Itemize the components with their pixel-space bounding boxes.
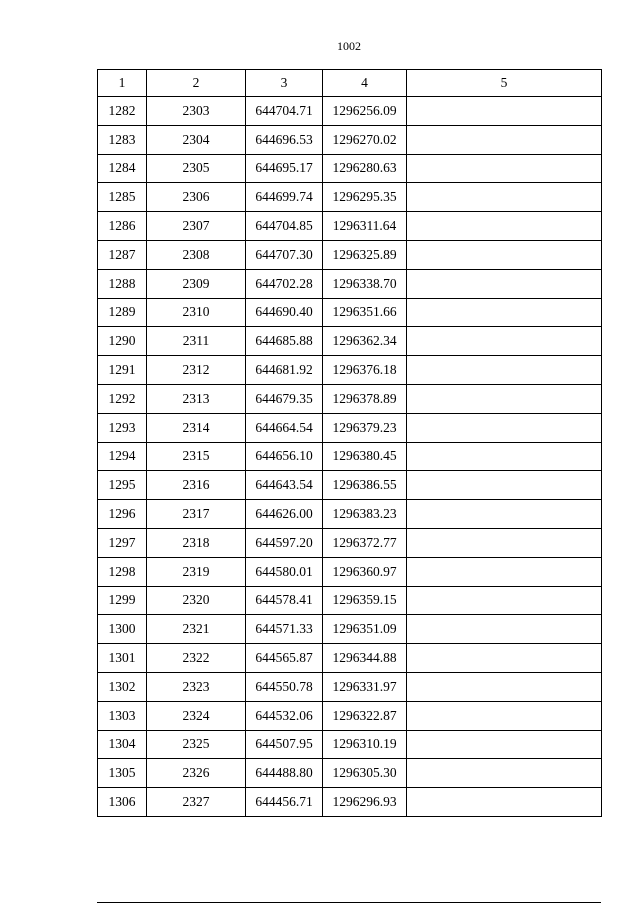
cell-row-number: 1306 — [98, 788, 147, 817]
table-row — [98, 528, 602, 557]
cell-point-number: 2315 — [147, 442, 246, 471]
cell-x-coordinate: 644571.33 — [246, 615, 323, 644]
cell-point-number: 2318 — [147, 528, 246, 557]
cell-point-number: 2321 — [147, 615, 246, 644]
table-body — [98, 97, 602, 817]
cell-row-number: 1294 — [98, 442, 147, 471]
cell-y-coordinate: 1296376.18 — [323, 356, 407, 385]
table-row — [98, 788, 602, 817]
cell-point-number: 2313 — [147, 384, 246, 413]
cell-row-number: 1285 — [98, 183, 147, 212]
cell-x-coordinate: 644580.01 — [246, 557, 323, 586]
table-row — [98, 125, 602, 154]
cell-row-number: 1303 — [98, 701, 147, 730]
cell-point-number: 2324 — [147, 701, 246, 730]
table-row — [98, 672, 602, 701]
column-header-4: 4 — [323, 70, 407, 97]
footer-rule — [97, 902, 601, 903]
cell-y-coordinate: 1296372.77 — [323, 528, 407, 557]
cell-notes — [407, 269, 602, 298]
cell-point-number: 2317 — [147, 500, 246, 529]
cell-row-number: 1297 — [98, 528, 147, 557]
cell-y-coordinate: 1296322.87 — [323, 701, 407, 730]
cell-x-coordinate: 644681.92 — [246, 356, 323, 385]
cell-x-coordinate: 644532.06 — [246, 701, 323, 730]
cell-notes — [407, 125, 602, 154]
cell-point-number: 2322 — [147, 644, 246, 673]
cell-y-coordinate: 1296311.64 — [323, 212, 407, 241]
table-row — [98, 586, 602, 615]
cell-notes — [407, 644, 602, 673]
cell-point-number: 2319 — [147, 557, 246, 586]
cell-y-coordinate: 1296256.09 — [323, 97, 407, 126]
cell-x-coordinate: 644456.71 — [246, 788, 323, 817]
cell-notes — [407, 586, 602, 615]
cell-row-number: 1289 — [98, 298, 147, 327]
cell-x-coordinate: 644695.17 — [246, 154, 323, 183]
cell-notes — [407, 327, 602, 356]
table-row — [98, 644, 602, 673]
cell-notes — [407, 701, 602, 730]
table-row — [98, 500, 602, 529]
cell-row-number: 1291 — [98, 356, 147, 385]
column-header-5: 5 — [407, 70, 602, 97]
cell-point-number: 2316 — [147, 471, 246, 500]
cell-y-coordinate: 1296295.35 — [323, 183, 407, 212]
cell-y-coordinate: 1296378.89 — [323, 384, 407, 413]
cell-point-number: 2323 — [147, 672, 246, 701]
cell-y-coordinate: 1296344.88 — [323, 644, 407, 673]
coordinates-table — [97, 69, 602, 817]
cell-notes — [407, 788, 602, 817]
cell-notes — [407, 730, 602, 759]
cell-row-number: 1293 — [98, 413, 147, 442]
cell-row-number: 1300 — [98, 615, 147, 644]
table-row — [98, 701, 602, 730]
cell-y-coordinate: 1296338.70 — [323, 269, 407, 298]
cell-notes — [407, 500, 602, 529]
cell-notes — [407, 183, 602, 212]
cell-row-number: 1302 — [98, 672, 147, 701]
cell-y-coordinate: 1296359.15 — [323, 586, 407, 615]
cell-notes — [407, 759, 602, 788]
cell-notes — [407, 154, 602, 183]
table-row — [98, 471, 602, 500]
table-row — [98, 212, 602, 241]
cell-row-number: 1301 — [98, 644, 147, 673]
cell-x-coordinate: 644707.30 — [246, 240, 323, 269]
cell-y-coordinate: 1296351.66 — [323, 298, 407, 327]
column-header-3: 3 — [246, 70, 323, 97]
cell-notes — [407, 442, 602, 471]
table-row — [98, 154, 602, 183]
table-row — [98, 615, 602, 644]
cell-y-coordinate: 1296383.23 — [323, 500, 407, 529]
column-header-1: 1 — [98, 70, 147, 97]
cell-point-number: 2314 — [147, 413, 246, 442]
cell-point-number: 2306 — [147, 183, 246, 212]
cell-point-number: 2304 — [147, 125, 246, 154]
cell-notes — [407, 471, 602, 500]
table-row — [98, 759, 602, 788]
cell-point-number: 2305 — [147, 154, 246, 183]
cell-point-number: 2326 — [147, 759, 246, 788]
cell-notes — [407, 557, 602, 586]
cell-x-coordinate: 644488.80 — [246, 759, 323, 788]
cell-notes — [407, 528, 602, 557]
cell-y-coordinate: 1296379.23 — [323, 413, 407, 442]
cell-row-number: 1288 — [98, 269, 147, 298]
page-number: 1002 — [337, 39, 361, 53]
cell-row-number: 1282 — [98, 97, 147, 126]
cell-point-number: 2310 — [147, 298, 246, 327]
cell-notes — [407, 356, 602, 385]
cell-notes — [407, 672, 602, 701]
table-row — [98, 384, 602, 413]
table-row — [98, 413, 602, 442]
table-row — [98, 298, 602, 327]
cell-row-number: 1290 — [98, 327, 147, 356]
cell-point-number: 2312 — [147, 356, 246, 385]
table-row — [98, 269, 602, 298]
cell-row-number: 1284 — [98, 154, 147, 183]
cell-row-number: 1298 — [98, 557, 147, 586]
cell-point-number: 2320 — [147, 586, 246, 615]
cell-y-coordinate: 1296351.09 — [323, 615, 407, 644]
cell-y-coordinate: 1296310.19 — [323, 730, 407, 759]
cell-y-coordinate: 1296325.89 — [323, 240, 407, 269]
cell-point-number: 2307 — [147, 212, 246, 241]
cell-y-coordinate: 1296360.97 — [323, 557, 407, 586]
cell-y-coordinate: 1296380.45 — [323, 442, 407, 471]
cell-row-number: 1286 — [98, 212, 147, 241]
cell-row-number: 1287 — [98, 240, 147, 269]
cell-x-coordinate: 644578.41 — [246, 586, 323, 615]
cell-point-number: 2309 — [147, 269, 246, 298]
cell-x-coordinate: 644626.00 — [246, 500, 323, 529]
cell-x-coordinate: 644643.54 — [246, 471, 323, 500]
cell-x-coordinate: 644704.85 — [246, 212, 323, 241]
cell-notes — [407, 413, 602, 442]
cell-point-number: 2325 — [147, 730, 246, 759]
cell-row-number: 1292 — [98, 384, 147, 413]
cell-point-number: 2311 — [147, 327, 246, 356]
cell-notes — [407, 212, 602, 241]
cell-x-coordinate: 644597.20 — [246, 528, 323, 557]
cell-x-coordinate: 644664.54 — [246, 413, 323, 442]
cell-row-number: 1283 — [98, 125, 147, 154]
table-row — [98, 356, 602, 385]
cell-x-coordinate: 644699.74 — [246, 183, 323, 212]
cell-notes — [407, 97, 602, 126]
cell-x-coordinate: 644679.35 — [246, 384, 323, 413]
cell-row-number: 1299 — [98, 586, 147, 615]
table-row — [98, 557, 602, 586]
cell-row-number: 1305 — [98, 759, 147, 788]
cell-x-coordinate: 644704.71 — [246, 97, 323, 126]
cell-point-number: 2327 — [147, 788, 246, 817]
table-row — [98, 730, 602, 759]
cell-y-coordinate: 1296331.97 — [323, 672, 407, 701]
table-row — [98, 442, 602, 471]
cell-x-coordinate: 644702.28 — [246, 269, 323, 298]
cell-row-number: 1304 — [98, 730, 147, 759]
cell-x-coordinate: 644696.53 — [246, 125, 323, 154]
cell-notes — [407, 384, 602, 413]
cell-notes — [407, 298, 602, 327]
cell-y-coordinate: 1296296.93 — [323, 788, 407, 817]
cell-y-coordinate: 1296305.30 — [323, 759, 407, 788]
cell-y-coordinate: 1296270.02 — [323, 125, 407, 154]
cell-x-coordinate: 644685.88 — [246, 327, 323, 356]
cell-y-coordinate: 1296386.55 — [323, 471, 407, 500]
cell-point-number: 2303 — [147, 97, 246, 126]
cell-y-coordinate: 1296280.63 — [323, 154, 407, 183]
cell-x-coordinate: 644565.87 — [246, 644, 323, 673]
table-row — [98, 183, 602, 212]
cell-notes — [407, 615, 602, 644]
header-row — [98, 70, 602, 97]
cell-row-number: 1296 — [98, 500, 147, 529]
table-row — [98, 327, 602, 356]
column-header-2: 2 — [147, 70, 246, 97]
cell-notes — [407, 240, 602, 269]
table-row — [98, 240, 602, 269]
cell-point-number: 2308 — [147, 240, 246, 269]
cell-row-number: 1295 — [98, 471, 147, 500]
cell-x-coordinate: 644550.78 — [246, 672, 323, 701]
cell-x-coordinate: 644656.10 — [246, 442, 323, 471]
cell-y-coordinate: 1296362.34 — [323, 327, 407, 356]
cell-x-coordinate: 644690.40 — [246, 298, 323, 327]
table-row — [98, 97, 602, 126]
cell-x-coordinate: 644507.95 — [246, 730, 323, 759]
